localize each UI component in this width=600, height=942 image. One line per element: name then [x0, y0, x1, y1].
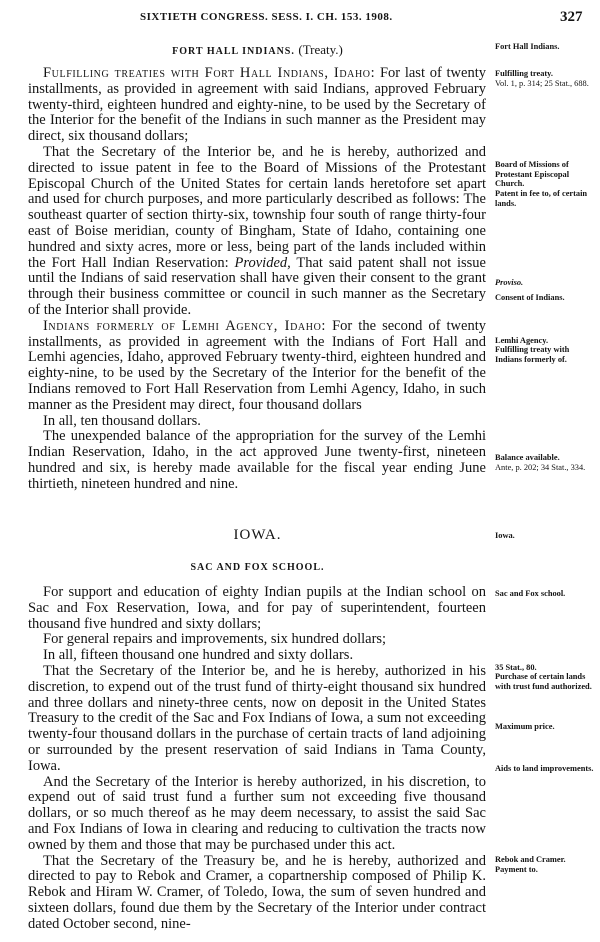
margin-note-rebok: Rebok and Cramer. — [495, 855, 566, 864]
paragraph-support-education: For support and education of eighty Indian pupils at the Indian school on Sac and Fox Reservation, Iowa, and for pay of superintendent, fourteen thousand five hundred and sixty dollars; — [28, 584, 486, 632]
margin-note-fort-hall: Fort Hall Indians. — [495, 42, 560, 51]
paragraph-text: That the Secretary of the Interior be, and he is hereby, authorized and directed to issue patent in fee to the Board of Missions of the Protestant Episcopal Church of the United States for certain lands heretofore set apart and used for church purposes, and more particularly described as follows: The southeast quarter of section thirty-six, township four south of range thirty-four east of Boise meridian, county of Bingham, State of Idaho, containing one hundred and sixty acres, more or less, being part of the lands included within the Fort Hall Indian Reservation: — [28, 143, 486, 271]
paragraph-iowa-total: In all, fifteen thousand one hundred and sixty dollars. — [43, 647, 354, 664]
iowa-body — [28, 585, 486, 933]
section-heading-iowa: IOWA. — [233, 527, 282, 543]
paragraph-lemhi — [28, 319, 486, 414]
paragraph-total: In all, ten thousand dollars. — [43, 412, 201, 429]
running-head: SIXTIETH CONGRESS. SESS. I. CH. 153. 1908. — [140, 11, 393, 23]
margin-note-iowa: Iowa. — [495, 531, 515, 540]
margin-note-sac-fox-school: Sac and Fox school. — [495, 589, 566, 598]
margin-note-balance-citation: Ante, p. 202; 34 Stat., 334. — [495, 463, 586, 472]
margin-note-balance: Balance available. — [495, 453, 560, 462]
paragraph-repairs: For general repairs and improvements, six hundred dollars; — [43, 631, 387, 648]
margin-note-payment: Payment to. — [495, 865, 538, 874]
paragraph-text: For last of twenty installments, as provided in agreement with said Indians, approved February twenty-third, eighteen hundred and eighty-nine, to be used by the Secretary of the Interior for the benefit of the Indians in such manner as the President may direct, six thousand dollars; — [28, 65, 486, 145]
margin-note-board-missions: Board of Missions of Protestant Episcopal Church. — [495, 160, 570, 188]
margin-note-patent-fee: Patent in fee to, of certain lands. — [495, 189, 588, 208]
run-in-heading: Indians formerly of Lemhi Agency, Idaho: — [43, 317, 327, 334]
paragraph-trust-fund-purchase: That the Secretary of the Interior be, and he is hereby, authorized in his discretion, to expend out of the trust fund of thirty-eight thousand six hundred and three dollars and ninety-three cents, now on deposit in the United States Treasury to the credit of the Sac and Fox Indians of Iowa, a sum not exceeding twenty-four thousand dollars in the purchase of certain tracts of land adjoining or surrounded by the present reservation of said Indians in Tama County, Iowa. — [28, 662, 486, 774]
margin-note-aids-land: Aids to land improvements. — [495, 764, 594, 773]
margin-note-proviso: Proviso. — [495, 278, 524, 287]
paragraph-unexpended-balance: The unexpended balance of the appropriation for the survey of the Lemhi Indian Reservation, Idaho, in the act approved June twenty-first, nineteen hundred and six, is hereby made available for the fiscal year ending June thirtieth, nineteen hundred and nine. — [28, 428, 486, 492]
paragraph-fulfilling-treaties — [28, 66, 486, 145]
margin-note-lemhi: Lemhi Agency. — [495, 336, 549, 345]
paragraph-text: That said patent shall not issue until the Indians of said reservation shall have given their consent to the grant through their business committee or council in such manner as the Secretary of the Interior shall provide. — [28, 254, 486, 318]
page-number: 327 — [560, 9, 583, 25]
margin-note-lemhi-treaty: Fulfilling treaty with Indians formerly of. — [495, 345, 570, 364]
margin-note-consent: Consent of Indians. — [495, 293, 565, 302]
section-heading-fort-hall — [130, 42, 385, 58]
margin-note-35-stat: 35 Stat., 80. — [495, 663, 537, 672]
paragraph-text: For the second of twenty installments, as provided in agreement with the Indians of Fort Hall and Lemhi agencies, Idaho, approved February twenty-third, eighteen hundred and eighty-nine, to be used by the Secretary of the Interior for the benefit of the Indians removed to Fort Hall Reservation from Lemhi Agency, Idaho, in such manner as the President may direct, four thousand dollars — [28, 317, 486, 413]
subheading-sac-fox-school: SAC AND FOX SCHOOL. — [190, 562, 325, 573]
margin-note-citation: Vol. 1, p. 314; 25 Stat., 688. — [495, 79, 589, 88]
margin-note-fulfilling-treaty: Fulfilling treaty. — [495, 69, 554, 78]
proviso-word: Provided, — [234, 254, 291, 271]
heading-text: FORT HALL INDIANS. — [172, 46, 295, 57]
paragraph-rebok-cramer: That the Secretary of the Treasury be, and he is hereby, authorized and directed to pay to Rebok and Cramer, a copartnership composed of Philip K. Rebok and Hiram W. Cramer, of Toledo, Iowa, the sum of seven hundred and sixteen dollars, found due them by the Secretary of the Interior under contract dated October second, nine- — [28, 852, 486, 932]
fort-hall-body — [28, 66, 486, 493]
run-in-heading: Fulfilling treaties with Fort Hall Indians, Idaho: — [43, 65, 376, 81]
margin-note-purchase-lands: Purchase of certain lands with trust fund authorized. — [495, 672, 592, 691]
margin-note-max-price: Maximum price. — [495, 722, 555, 731]
paragraph-patent-in-fee — [28, 145, 486, 319]
paragraph-land-improvements: And the Secretary of the Interior is hereby authorized, in his discretion, to expend out of said trust fund a further sum not exceeding five thousand dollars, or so much thereof as he may deem necessary, to assist the said Sac and Fox Indians of Iowa in clearing and reducing to cultivation the tracts now owned by them and those that may be purchased under this act. — [28, 773, 486, 853]
heading-note: (Treaty.) — [298, 42, 343, 57]
